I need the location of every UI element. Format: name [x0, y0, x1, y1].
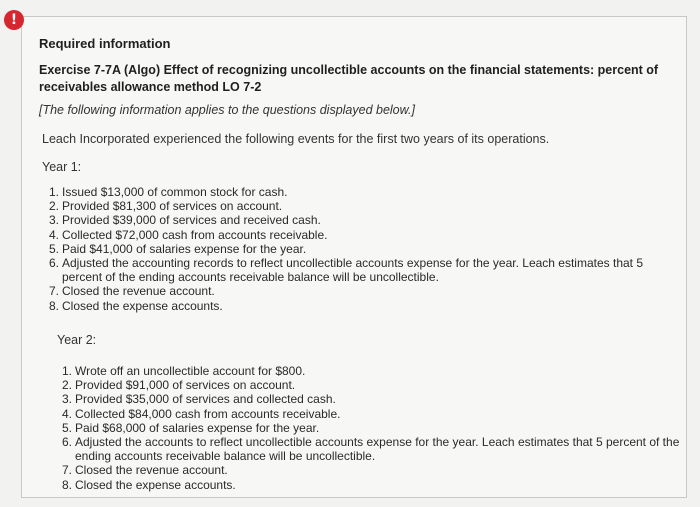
item-text: Closed the revenue account.: [62, 284, 215, 299]
list-item: [49, 242, 679, 256]
item-text: Issued $13,000 of common stock for cash.: [62, 185, 288, 199]
list-item: [62, 392, 682, 406]
item-text: Closed the expense accounts.: [75, 477, 236, 492]
section-heading: Required information: [39, 36, 171, 51]
year1-event-list: [49, 185, 679, 313]
item-number: 2.: [62, 378, 73, 393]
list-item: [49, 213, 679, 227]
list-item: [49, 256, 679, 284]
item-number: 7.: [49, 284, 60, 299]
required-information-panel: [21, 16, 687, 498]
item-text: Provided $81,300 of services on account.: [62, 199, 283, 214]
list-item: [62, 478, 682, 492]
item-text: Provided $91,000 of services on account.: [75, 378, 296, 393]
list-item: [62, 378, 682, 392]
item-text: Collected $72,000 cash from accounts receivable.: [62, 227, 328, 242]
item-number: 2.: [49, 199, 60, 214]
item-text: Provided $39,000 of services and received cash.: [62, 213, 321, 228]
item-text: Paid $68,000 of salaries expense for the year.: [75, 420, 320, 435]
list-item: [49, 228, 679, 242]
list-item: [49, 284, 679, 298]
item-number: 1.: [62, 364, 73, 378]
item-text: Collected $84,000 cash from accounts receivable.: [75, 406, 341, 421]
year2-label: Year 2:: [57, 333, 97, 347]
year2-event-list: [62, 364, 682, 492]
item-text: Wrote off an uncollectible account for $800.: [75, 364, 306, 378]
item-number: 1.: [49, 185, 60, 199]
list-item: [62, 421, 682, 435]
list-item: [49, 185, 679, 199]
item-number: 4.: [62, 406, 73, 421]
exercise-title: Exercise 7-7A (Algo) Effect of recognizing uncollectible accounts on the financial statements: percent of receivables allowance method LO 7-2: [39, 63, 659, 94]
item-number: 8.: [62, 477, 73, 492]
list-item: [62, 364, 682, 378]
item-text: Paid $41,000 of salaries expense for the year.: [62, 241, 307, 256]
item-text: Provided $35,000 of services and collected cash.: [75, 392, 336, 407]
item-text: Adjusted the accounting records to reflect uncollectible accounts expense for the year. Leach estimates that 5 percent of the ending accounts receivable balance will be uncollectible.: [62, 256, 644, 285]
intro-text: Leach Incorporated experienced the following events for the first two years of its operations.: [42, 132, 550, 146]
year1-label: Year 1:: [42, 160, 82, 174]
item-number: 6.: [49, 256, 60, 271]
item-text: Closed the expense accounts.: [62, 298, 223, 313]
list-item: [62, 435, 682, 463]
list-item: [49, 199, 679, 213]
alert-icon: !: [4, 10, 24, 30]
item-number: 8.: [49, 298, 60, 313]
list-item: [62, 407, 682, 421]
item-number: 5.: [49, 241, 60, 256]
item-text: Adjusted the accounts to reflect uncollectible accounts expense for the year. Leach estimates that 5 percent of the ending accounts receivable balance will be uncollectible.: [75, 435, 680, 464]
item-number: 7.: [62, 463, 73, 478]
item-number: 3.: [49, 213, 60, 228]
item-number: 3.: [62, 392, 73, 407]
instruction-note: [The following information applies to the questions displayed below.]: [39, 103, 415, 117]
item-number: 6.: [62, 435, 73, 450]
item-text: Closed the revenue account.: [75, 463, 228, 478]
list-item: [62, 463, 682, 477]
item-number: 5.: [62, 420, 73, 435]
list-item: [49, 299, 679, 313]
item-number: 4.: [49, 227, 60, 242]
